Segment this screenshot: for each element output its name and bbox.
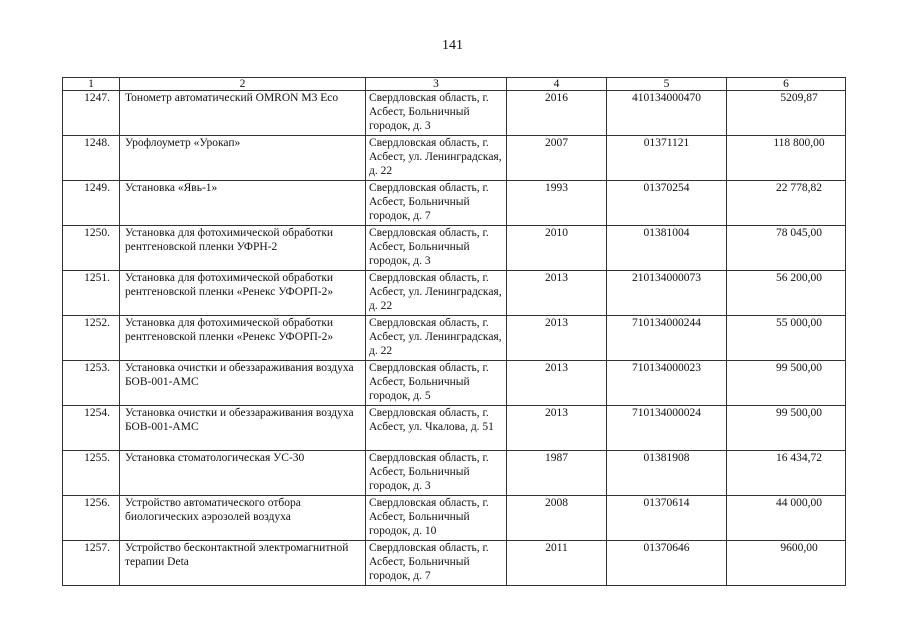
inventory-number: 01381908 — [607, 451, 727, 496]
item-year: 2011 — [507, 541, 607, 586]
item-name: Тонометр автоматический OMRON M3 Eco — [120, 91, 366, 136]
table-row — [63, 91, 846, 136]
table-row — [63, 496, 846, 541]
inventory-number: 710134000244 — [607, 316, 727, 361]
item-year: 2008 — [507, 496, 607, 541]
item-name: Устройство бесконтактной электромагнитной терапии Deta — [120, 541, 366, 586]
item-cost: 99 500,00 — [727, 406, 846, 451]
item-address: Свердловская область, г. Асбест, Больничный городок, д. 10 — [366, 496, 507, 541]
table-row — [63, 271, 846, 316]
table-row — [63, 406, 846, 451]
item-address: Свердловская область, г. Асбест, Больничный городок, д. 5 — [366, 361, 507, 406]
item-cost: 22 778,82 — [727, 181, 846, 226]
item-address: Свердловская область, г. Асбест, ул. Чкалова, д. 51 — [366, 406, 507, 451]
row-number: 1250. — [63, 226, 120, 271]
item-cost: 9600,00 — [727, 541, 846, 586]
item-name: Установка для фотохимической обработки рентгеновской пленки «Ренекс УФОРП-2» — [120, 271, 366, 316]
item-cost: 55 000,00 — [727, 316, 846, 361]
item-address: Свердловская область, г. Асбест, ул. Ленинградская, д. 22 — [366, 271, 507, 316]
item-address: Свердловская область, г. Асбест, ул. Ленинградская, д. 22 — [366, 316, 507, 361]
item-address: Свердловская область, г. Асбест, Больничный городок, д. 3 — [366, 91, 507, 136]
inventory-number: 710134000023 — [607, 361, 727, 406]
row-number: 1248. — [63, 136, 120, 181]
item-year: 1993 — [507, 181, 607, 226]
table-row — [63, 361, 846, 406]
table-row — [63, 541, 846, 586]
table-row — [63, 226, 846, 271]
column-header: 6 — [727, 78, 846, 91]
table-row — [63, 181, 846, 226]
item-cost: 5209,87 — [727, 91, 846, 136]
item-name: Установка очистки и обеззараживания воздуха БОВ-001-АМС — [120, 361, 366, 406]
item-name: Установка для фотохимической обработки рентгеновской пленки УФРН-2 — [120, 226, 366, 271]
item-name: Урофлоуметр «Урокап» — [120, 136, 366, 181]
item-cost: 99 500,00 — [727, 361, 846, 406]
property-table — [62, 77, 846, 586]
item-cost: 44 000,00 — [727, 496, 846, 541]
row-number: 1255. — [63, 451, 120, 496]
item-address: Свердловская область, г. Асбест, ул. Ленинградская, д. 22 — [366, 136, 507, 181]
inventory-number: 410134000470 — [607, 91, 727, 136]
item-year: 2016 — [507, 91, 607, 136]
item-cost: 56 200,00 — [727, 271, 846, 316]
item-year: 2013 — [507, 316, 607, 361]
column-header: 5 — [607, 78, 727, 91]
column-header: 3 — [366, 78, 507, 91]
inventory-number: 01370254 — [607, 181, 727, 226]
inventory-number: 01381004 — [607, 226, 727, 271]
column-header: 1 — [63, 78, 120, 91]
item-address: Свердловская область, г. Асбест, Больничный городок, д. 3 — [366, 226, 507, 271]
inventory-number: 01371121 — [607, 136, 727, 181]
item-name: Установка для фотохимической обработки рентгеновской пленки «Ренекс УФОРП-2» — [120, 316, 366, 361]
item-year: 1987 — [507, 451, 607, 496]
item-name: Установка «Явь-1» — [120, 181, 366, 226]
item-name: Устройство автоматического отбора биологических аэрозолей воздуха — [120, 496, 366, 541]
page-number: 141 — [442, 38, 463, 53]
table-row — [63, 136, 846, 181]
item-cost: 78 045,00 — [727, 226, 846, 271]
row-number: 1253. — [63, 361, 120, 406]
table-row — [63, 316, 846, 361]
item-year: 2007 — [507, 136, 607, 181]
item-name: Установка стоматологическая УС-30 — [120, 451, 366, 496]
inventory-number: 210134000073 — [607, 271, 727, 316]
item-year: 2010 — [507, 226, 607, 271]
item-address: Свердловская область, г. Асбест, Больничный городок, д. 7 — [366, 541, 507, 586]
column-header: 4 — [507, 78, 607, 91]
row-number: 1249. — [63, 181, 120, 226]
item-year: 2013 — [507, 271, 607, 316]
table-row — [63, 451, 846, 496]
item-address: Свердловская область, г. Асбест, Больничный городок, д. 3 — [366, 451, 507, 496]
item-name: Установка очистки и обеззараживания воздуха БОВ-001-АМС — [120, 406, 366, 451]
item-address: Свердловская область, г. Асбест, Больничный городок, д. 7 — [366, 181, 507, 226]
column-number-row — [63, 78, 846, 91]
inventory-number: 01370614 — [607, 496, 727, 541]
item-year: 2013 — [507, 361, 607, 406]
item-cost: 16 434,72 — [727, 451, 846, 496]
inventory-number: 01370646 — [607, 541, 727, 586]
row-number: 1247. — [63, 91, 120, 136]
row-number: 1257. — [63, 541, 120, 586]
row-number: 1252. — [63, 316, 120, 361]
item-year: 2013 — [507, 406, 607, 451]
row-number: 1251. — [63, 271, 120, 316]
column-header: 2 — [120, 78, 366, 91]
row-number: 1254. — [63, 406, 120, 451]
row-number: 1256. — [63, 496, 120, 541]
inventory-number: 710134000024 — [607, 406, 727, 451]
item-cost: 118 800,00 — [727, 136, 846, 181]
